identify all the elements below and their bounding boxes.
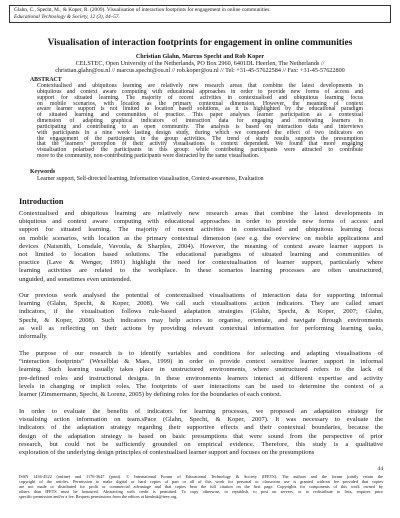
paragraph: [19, 350, 383, 399]
paragraph-line: levels in changing or implicit roles. The footprints of user interactions can be used to determine the context of a: [19, 382, 383, 390]
paragraph-line: as well as reflecting on their actions by providing relevant contextual information for performing learning tasks,: [19, 324, 383, 332]
keywords-text: Learner support, Self-directed learning, Information visualisation, Context-awareness, Evaluation: [37, 176, 264, 182]
paragraph: [19, 408, 383, 457]
page-number: 44: [377, 466, 383, 472]
abstract-line: visualisation polarised the participants in this group: while contributing participants were attracted to contribute: [37, 147, 363, 154]
paragraph-line: devices (Naismith, Lonsdale, Vavoula, & Sharples, 2004). However, the meaning of context aware learner support is: [19, 242, 383, 250]
abstract-line: more to the community, non-contributing participants were distracted by the same visualisation.: [37, 153, 260, 160]
paragraph-line: exploration of the underlying design principles of contextualised learner support and focuses on the presumptions: [19, 449, 315, 457]
keywords-heading: Keywords: [30, 169, 56, 175]
abstract-line: participating and contributing to an open community. The analysis is based on interaction data and interviews: [37, 123, 363, 130]
contact-line: christian.glahn@ou.nl // marcus.specht@ou.nl // rob.koper@ou.nl // Tel: +31-45-57622584 // Fax: +31-45-57622800: [55, 67, 345, 74]
abstract-line: dimension of adapting graphical indicators of interaction data for engaging and motivating learners in: [37, 118, 363, 125]
paragraph-line: In order to evaluate the benefits of indicators for learning processes, we proposed an adaptation strategy for: [19, 408, 383, 415]
abstract-line: with participants in a nine week lasting design study, during which we compared the effect of two indicators on: [37, 129, 363, 136]
footer-line: are not made or distributed for profit or commercial advantage and that copies bear the full citation on the first page. Copyrights for components of this work owned by: [19, 484, 383, 489]
citation-text: Glahn, C., Specht, M., & Koper, R. (2009). Visualisation of interaction footprints for engagement in online communities.: [14, 7, 271, 13]
abstract-line: aware learner support is not limited to location based solutions, as it is highlighted by the educational paradigm: [37, 106, 363, 113]
paragraph-line: Contextualised and ubiquitous learning are relatively new research areas that combine the latest developments in: [19, 210, 383, 217]
abstract-line: support for situated learning. The majority of recent activities in contextualised and ubiquitous learning focus: [37, 94, 363, 101]
abstract-line: of situated learning and communities of practice. This paper analyses learner participation as a contextual: [37, 112, 363, 119]
paper-title: Visualisation of interaction footprints for engagement in online communities: [47, 38, 353, 48]
paragraph-line: visualising action information on team.sPace (Glahn, Specht, & Koper, 2007). It was necessary to evaluate the: [19, 416, 383, 424]
paragraph-line: pre-defined roles and instructional designs. In these environments learners interact at different expertise and activity: [19, 374, 383, 382]
paragraph-line: “interaction footprints” (Wexelblat & Maes, 1999) in order to provide context sensitive learner support in informal: [19, 358, 383, 366]
paragraph-line: on mobile scenarios, with location as the primary contextual dimension (see e.g. the overview on mobile applications and: [19, 234, 383, 242]
paragraph-line: indicators of the adaptation strategy regarding their supportive effects and their contextual boundaries, because the: [19, 424, 383, 432]
paragraph-line: The purpose of our research is to identify variables and conditions for selecting and adapting visualisations of: [19, 350, 383, 357]
introduction-heading: Introduction: [19, 197, 64, 206]
copyright-footer: [19, 474, 383, 499]
abstract-line: on mobile scenarios, with location as the primary contextual dimension. However, the meaning of context: [37, 100, 363, 107]
abstract-line: that the learners’ perception of their activity visualisations is context dependent. We found that more engaging: [37, 141, 363, 148]
affiliation: CELSTEC, Open University of the Netherlands, PO Box 2960, 6401DL Heerlen, The Netherlands //: [75, 60, 325, 67]
citation-header-box: [9, 5, 391, 23]
abstract-heading: ABSTRACT: [30, 77, 62, 83]
abstract-line: Contextualised and ubiquitous learning are relatively new research areas that combine the latest developments in: [37, 83, 363, 89]
paragraph-line: learning. Such learning usually takes place in unstructured environments, where unstructured refers to the lack of: [19, 366, 383, 374]
paragraph-line: ubiquitous and context aware computing with educational approaches in order to provide new forms of access and: [19, 218, 383, 226]
paragraph-line: Specht, & Koper, 2008). Such indicators may help actors to organise, orientate, and navigate through environments: [19, 316, 383, 324]
abstract-body: [37, 84, 363, 160]
paragraph-line: informally.: [19, 333, 48, 341]
paragraph-line: support for situated learning. The majority of recent activities in contextualised and ubiquitous learning focus: [19, 226, 383, 234]
paragraph-line: research, but could not be sufficiently grounded on empirical evidence. Therefore, this study is a qualitative: [19, 440, 383, 448]
paragraph-line: design of the adaptation strategy is based on basic presumptions that were sound from the perspective of prior: [19, 432, 383, 440]
footer-line: copyright of the articles. Permission to make digital or hard copies of part or all of this work for personal or classroom use is granted without fee provided that copies: [19, 479, 383, 484]
paragraph: [19, 292, 383, 341]
paragraph-line: indicators, if the visualisation follows rule-based adaptation strategies (Glahn, Specht, & Koper, 2007; Glahn,: [19, 308, 383, 316]
abstract-line: ubiquitous and context aware computing with educational approaches in order to provide new forms of access and: [37, 88, 363, 95]
paragraph-line: Our previous work analysed the potential of contextualised visualisations of interaction data for supporting informal: [19, 292, 383, 299]
author-block: [0, 53, 400, 74]
paragraph: [19, 210, 383, 284]
paragraph-line: learner (Zimmermann, Specht, & Lorenz, 2005) by defining roles for the boundaries of each context.: [19, 391, 282, 399]
abstract-line: the engagement of the participants in the group activities. The trend of study results supports the presumption: [37, 135, 363, 142]
paragraph-line: not limited to location based solutions. The educational paradigms of situated learning and communities of: [19, 251, 383, 259]
footer-line: ISSN 1436-4522 (online) and 1176-3647 (print). © International Forum of Educational Technology & Society (IFETS). The authors and the forum jointly retain the: [19, 474, 383, 479]
paragraph-line: unguided, and sometimes even unintended.: [19, 275, 132, 283]
paragraph-line: learning (Glahn, Specht, & Koper, 2008). We call such visualisations action indicators. They are called smart: [19, 300, 383, 308]
journal-reference: Educational Technology & Society, 12 (3), 44–57.: [14, 13, 120, 20]
paragraph-line: learning activities are related to the workplace. In these scenarios learning processes are often unstructured,: [19, 267, 383, 275]
footer-line: others than IFETS must be honoured. Abstracting with credit is permitted. To copy otherwise, to republish, to post on servers, or to redistribute to lists, requires prior: [19, 489, 383, 494]
author-names: Christian Glahn, Marcus Specht and Rob Koper: [135, 53, 265, 60]
footer-line: specific permission and/or a fee. Request permissions from the editors at kinshuk@ieee.org.: [19, 494, 178, 499]
paragraph-line: practice (Lave & Wenger, 1991) highlight the need for contextualisation of learner support, particularly where: [19, 259, 383, 267]
